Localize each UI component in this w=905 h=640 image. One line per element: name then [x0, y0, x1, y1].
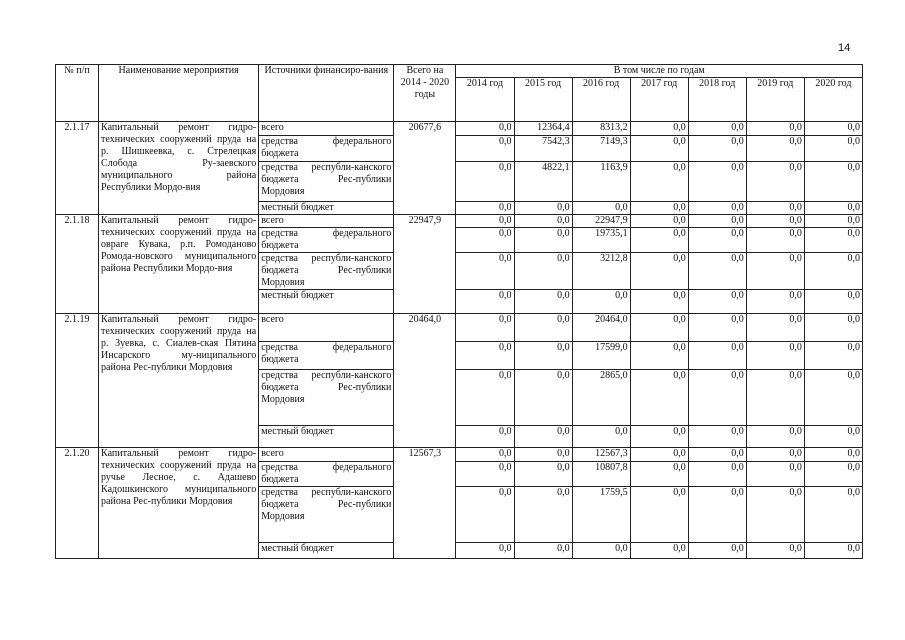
year-value: 0,0	[804, 342, 862, 370]
year-value: 0,0	[456, 487, 514, 543]
year-value: 0,0	[804, 215, 862, 228]
year-value: 1163,9	[572, 162, 630, 202]
year-value: 0,0	[804, 314, 862, 342]
year-value: 20464,0	[572, 314, 630, 342]
year-value: 0,0	[572, 202, 630, 215]
year-value: 0,0	[804, 228, 862, 253]
year-value: 0,0	[630, 136, 688, 162]
year-value: 10807,8	[572, 462, 630, 487]
row-number: 2.1.17	[56, 122, 99, 215]
year-value: 0,0	[688, 543, 746, 559]
year-value: 0,0	[630, 487, 688, 543]
year-value: 0,0	[746, 462, 804, 487]
funding-source: всего	[259, 122, 394, 136]
funding-source: всего	[259, 448, 394, 462]
year-value: 0,0	[630, 370, 688, 426]
funding-source: средства республи-канского бюджета Рес-публики Мордовия	[259, 162, 394, 202]
header-year: 2014 год	[456, 78, 514, 122]
year-value: 0,0	[514, 543, 572, 559]
year-value: 0,0	[572, 426, 630, 448]
year-value: 0,0	[688, 462, 746, 487]
year-value: 0,0	[746, 215, 804, 228]
year-value: 0,0	[688, 487, 746, 543]
financing-table	[55, 64, 863, 559]
year-value: 0,0	[804, 426, 862, 448]
year-value: 0,0	[688, 215, 746, 228]
year-value: 12364,4	[514, 122, 572, 136]
header-years-group: В том числе по годам	[456, 65, 863, 78]
year-value: 0,0	[456, 202, 514, 215]
year-value: 0,0	[688, 202, 746, 215]
funding-source: средства федерального бюджета	[259, 342, 394, 370]
year-value: 0,0	[630, 342, 688, 370]
year-value: 4822,1	[514, 162, 572, 202]
year-value: 0,0	[804, 290, 862, 314]
year-value: 0,0	[746, 253, 804, 290]
year-value: 0,0	[572, 543, 630, 559]
measure-name: Капитальный ремонт гидро-технических сооружений пруда на ручье Лесное, с. Адашево Кадошкинского муниципального района Рес-публики Мордовия	[99, 448, 259, 559]
year-value: 0,0	[804, 370, 862, 426]
funding-source: средства федерального бюджета	[259, 228, 394, 253]
year-value: 0,0	[630, 202, 688, 215]
year-value: 0,0	[456, 122, 514, 136]
page-number: 14	[838, 42, 851, 54]
header-source: Источники финансиро-вания	[259, 65, 394, 122]
total-amount: 22947,9	[394, 215, 456, 314]
measure-name: Капитальный ремонт гидро-технических сооружений пруда на р. Шишкеевка, с. Стрелецкая Слобода Ру-заевского муниципального района Республики Мордо-вия	[99, 122, 259, 215]
year-value: 0,0	[630, 448, 688, 462]
year-value: 0,0	[688, 228, 746, 253]
year-value: 0,0	[456, 314, 514, 342]
table-body	[56, 122, 863, 559]
year-value: 0,0	[688, 122, 746, 136]
header-name: Наименование мероприятия	[99, 65, 259, 122]
year-value: 0,0	[688, 162, 746, 202]
year-value: 0,0	[630, 290, 688, 314]
year-value: 0,0	[630, 228, 688, 253]
year-value: 17599,0	[572, 342, 630, 370]
year-value: 0,0	[514, 202, 572, 215]
year-value: 0,0	[514, 290, 572, 314]
year-value: 0,0	[514, 314, 572, 342]
year-value: 0,0	[630, 215, 688, 228]
year-value: 0,0	[804, 448, 862, 462]
year-value: 0,0	[456, 290, 514, 314]
year-value: 8313,2	[572, 122, 630, 136]
year-value: 0,0	[746, 543, 804, 559]
year-value: 0,0	[630, 462, 688, 487]
year-value: 0,0	[630, 543, 688, 559]
table-row	[56, 215, 863, 228]
year-value: 0,0	[456, 342, 514, 370]
year-value: 0,0	[804, 253, 862, 290]
year-value: 0,0	[804, 543, 862, 559]
year-value: 0,0	[746, 487, 804, 543]
year-value: 0,0	[630, 122, 688, 136]
total-amount: 20677,6	[394, 122, 456, 215]
funding-source: местный бюджет	[259, 543, 394, 559]
total-amount: 20464,0	[394, 314, 456, 448]
year-value: 22947,9	[572, 215, 630, 228]
year-value: 0,0	[456, 162, 514, 202]
year-value: 0,0	[456, 253, 514, 290]
year-value: 0,0	[514, 215, 572, 228]
measure-name: Капитальный ремонт гидро-технических сооружений пруда на р. Зуевка, с. Сиалев-ская Пятина Инсарского му-ниципального района Рес-публики Мордовия	[99, 314, 259, 448]
year-value: 0,0	[746, 228, 804, 253]
year-value: 0,0	[688, 370, 746, 426]
total-amount: 12567,3	[394, 448, 456, 559]
row-number: 2.1.19	[56, 314, 99, 448]
funding-source: местный бюджет	[259, 202, 394, 215]
year-value: 0,0	[688, 426, 746, 448]
year-value: 0,0	[688, 342, 746, 370]
year-value: 12567,3	[572, 448, 630, 462]
header-year: 2020 год	[804, 78, 862, 122]
year-value: 1759,5	[572, 487, 630, 543]
measure-name: Капитальный ремонт гидро-технических сооружений пруда на овраге Кувака, р.п. Ромоданово Ромода-новского муниципального района Республики Мордо-вия	[99, 215, 259, 314]
year-value: 0,0	[746, 448, 804, 462]
year-value: 0,0	[746, 370, 804, 426]
year-value: 3212,8	[572, 253, 630, 290]
funding-source: всего	[259, 314, 394, 342]
year-value: 0,0	[456, 462, 514, 487]
year-value: 0,0	[746, 290, 804, 314]
year-value: 0,0	[804, 487, 862, 543]
year-value: 0,0	[456, 136, 514, 162]
year-value: 0,0	[746, 342, 804, 370]
year-value: 0,0	[456, 370, 514, 426]
year-value: 0,0	[514, 462, 572, 487]
year-value: 0,0	[746, 122, 804, 136]
funding-source: средства федерального бюджета	[259, 462, 394, 487]
header-year: 2016 год	[572, 78, 630, 122]
year-value: 0,0	[514, 228, 572, 253]
year-value: 0,0	[514, 448, 572, 462]
year-value: 0,0	[804, 462, 862, 487]
year-value: 7149,3	[572, 136, 630, 162]
year-value: 0,0	[514, 426, 572, 448]
year-value: 7542,3	[514, 136, 572, 162]
header-year: 2017 год	[630, 78, 688, 122]
year-value: 0,0	[746, 136, 804, 162]
year-value: 19735,1	[572, 228, 630, 253]
year-value: 0,0	[630, 162, 688, 202]
year-value: 0,0	[456, 543, 514, 559]
row-number: 2.1.20	[56, 448, 99, 559]
year-value: 0,0	[688, 136, 746, 162]
year-value: 0,0	[746, 202, 804, 215]
year-value: 0,0	[804, 162, 862, 202]
funding-source: средства федерального бюджета	[259, 136, 394, 162]
year-value: 0,0	[804, 136, 862, 162]
header-num: № п/п	[56, 65, 99, 122]
year-value: 2865,0	[572, 370, 630, 426]
header-year: 2015 год	[514, 78, 572, 122]
year-value: 0,0	[688, 314, 746, 342]
year-value: 0,0	[456, 215, 514, 228]
header-year: 2018 год	[688, 78, 746, 122]
year-value: 0,0	[688, 290, 746, 314]
year-value: 0,0	[456, 426, 514, 448]
year-value: 0,0	[572, 290, 630, 314]
year-value: 0,0	[746, 426, 804, 448]
year-value: 0,0	[514, 487, 572, 543]
funding-source: всего	[259, 215, 394, 228]
year-value: 0,0	[746, 162, 804, 202]
year-value: 0,0	[456, 448, 514, 462]
table-row	[56, 122, 863, 136]
table-row	[56, 448, 863, 462]
year-value: 0,0	[804, 122, 862, 136]
year-value: 0,0	[514, 253, 572, 290]
header-year: 2019 год	[746, 78, 804, 122]
funding-source: местный бюджет	[259, 426, 394, 448]
header-total: Всего на 2014 - 2020 годы	[394, 65, 456, 122]
year-value: 0,0	[514, 370, 572, 426]
funding-source: средства республи-канского бюджета Рес-публики Мордовия	[259, 487, 394, 543]
year-value: 0,0	[804, 202, 862, 215]
year-value: 0,0	[630, 426, 688, 448]
funding-source: средства республи-канского бюджета Рес-публики Мордовия	[259, 370, 394, 426]
year-value: 0,0	[630, 314, 688, 342]
funding-source: местный бюджет	[259, 290, 394, 314]
year-value: 0,0	[688, 448, 746, 462]
year-value: 0,0	[630, 253, 688, 290]
year-value: 0,0	[746, 314, 804, 342]
funding-source: средства республи-канского бюджета Рес-публики Мордовия	[259, 253, 394, 290]
row-number: 2.1.18	[56, 215, 99, 314]
year-value: 0,0	[514, 342, 572, 370]
year-value: 0,0	[456, 228, 514, 253]
table-row	[56, 314, 863, 342]
year-value: 0,0	[688, 253, 746, 290]
